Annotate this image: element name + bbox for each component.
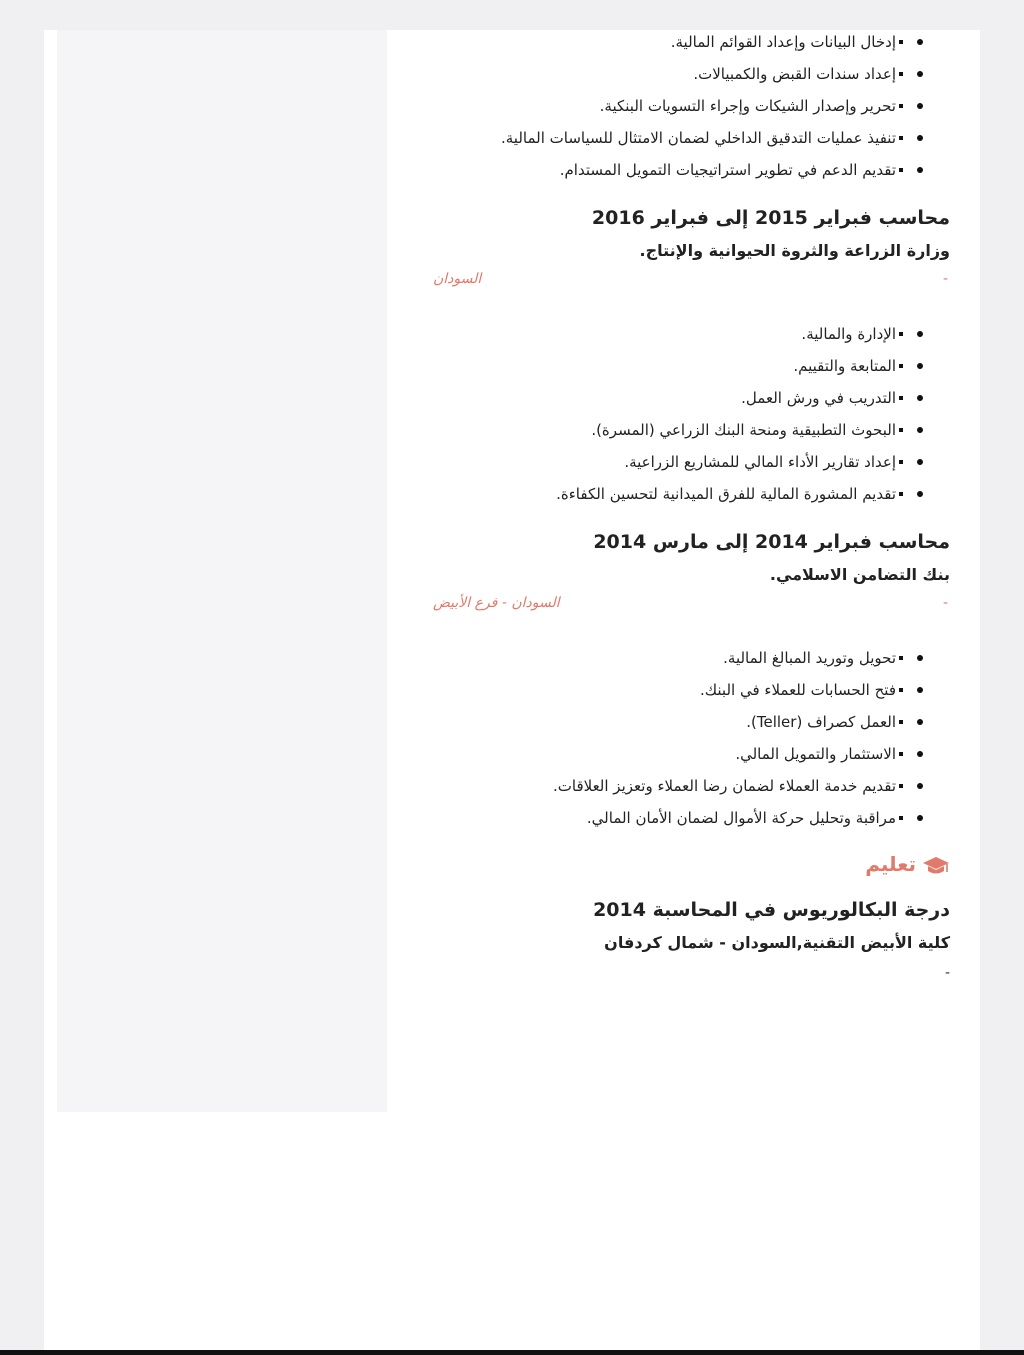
job-bullet-list bbox=[430, 318, 950, 510]
job-location-row bbox=[430, 590, 950, 620]
list-item: إعداد سندات القبض والكمبيالات. bbox=[430, 58, 950, 90]
bottom-edge-bar bbox=[0, 1350, 1024, 1355]
job-title: محاسب فبراير 2014 إلى مارس 2014 bbox=[593, 531, 950, 553]
education-heading-text: تعليم bbox=[865, 852, 916, 876]
job-bullet-list bbox=[430, 642, 950, 834]
list-item: تحويل وتوريد المبالغ المالية. bbox=[430, 642, 950, 674]
list-item: تقديم خدمة العملاء لضمان رضا العملاء وتعزيز العلاقات. bbox=[430, 770, 950, 802]
list-item: إعداد تقارير الأداء المالي للمشاريع الزراعية. bbox=[430, 446, 950, 478]
list-item: التدريب في ورش العمل. bbox=[430, 382, 950, 414]
list-item: إدخال البيانات وإعداد القوائم المالية. bbox=[430, 26, 950, 58]
job-title: محاسب فبراير 2015 إلى فبراير 2016 bbox=[591, 207, 950, 229]
list-item: مراقبة وتحليل حركة الأموال لضمان الأمان المالي. bbox=[430, 802, 950, 834]
job-location: السودان - فرع الأبيض bbox=[433, 595, 560, 611]
list-item: تحرير وإصدار الشيكات وإجراء التسويات البنكية. bbox=[430, 90, 950, 122]
list-item: الاستثمار والتمويل المالي. bbox=[430, 738, 950, 770]
education-dash: - bbox=[944, 965, 950, 981]
job-location: السودان bbox=[433, 271, 482, 287]
list-item: البحوث التطبيقية ومنحة البنك الزراعي (المسرة). bbox=[430, 414, 950, 446]
list-item: تنفيذ عمليات التدقيق الداخلي لضمان الامتثال للسياسات المالية. bbox=[430, 122, 950, 154]
school-name: كلية الأبيض التقنية,السودان - شمال كردفان bbox=[604, 933, 950, 952]
education-heading bbox=[430, 844, 950, 884]
job-employer: بنك التضامن الاسلامي. bbox=[769, 565, 950, 584]
list-item: المتابعة والتقييم. bbox=[430, 350, 950, 382]
degree-title: درجة البكالوريوس في المحاسبة 2014 bbox=[593, 899, 950, 921]
list-item: العمل كصراف (Teller). bbox=[430, 706, 950, 738]
main-column bbox=[430, 30, 950, 988]
job-location-row bbox=[430, 266, 950, 296]
list-item: الإدارة والمالية. bbox=[430, 318, 950, 350]
list-item: تقديم المشورة المالية للفرق الميدانية لتحسين الكفاءة. bbox=[430, 478, 950, 510]
job-employer: وزارة الزراعة والثروة الحيوانية والإنتاج. bbox=[639, 241, 950, 260]
graduation-cap-icon bbox=[922, 855, 950, 877]
list-item: فتح الحسابات للعملاء في البنك. bbox=[430, 674, 950, 706]
top-bullet-list bbox=[430, 26, 950, 186]
location-dash: - bbox=[942, 595, 948, 611]
sidebar-panel bbox=[57, 30, 387, 1112]
location-dash: - bbox=[942, 271, 948, 287]
list-item: تقديم الدعم في تطوير استراتيجيات التمويل المستدام. bbox=[430, 154, 950, 186]
